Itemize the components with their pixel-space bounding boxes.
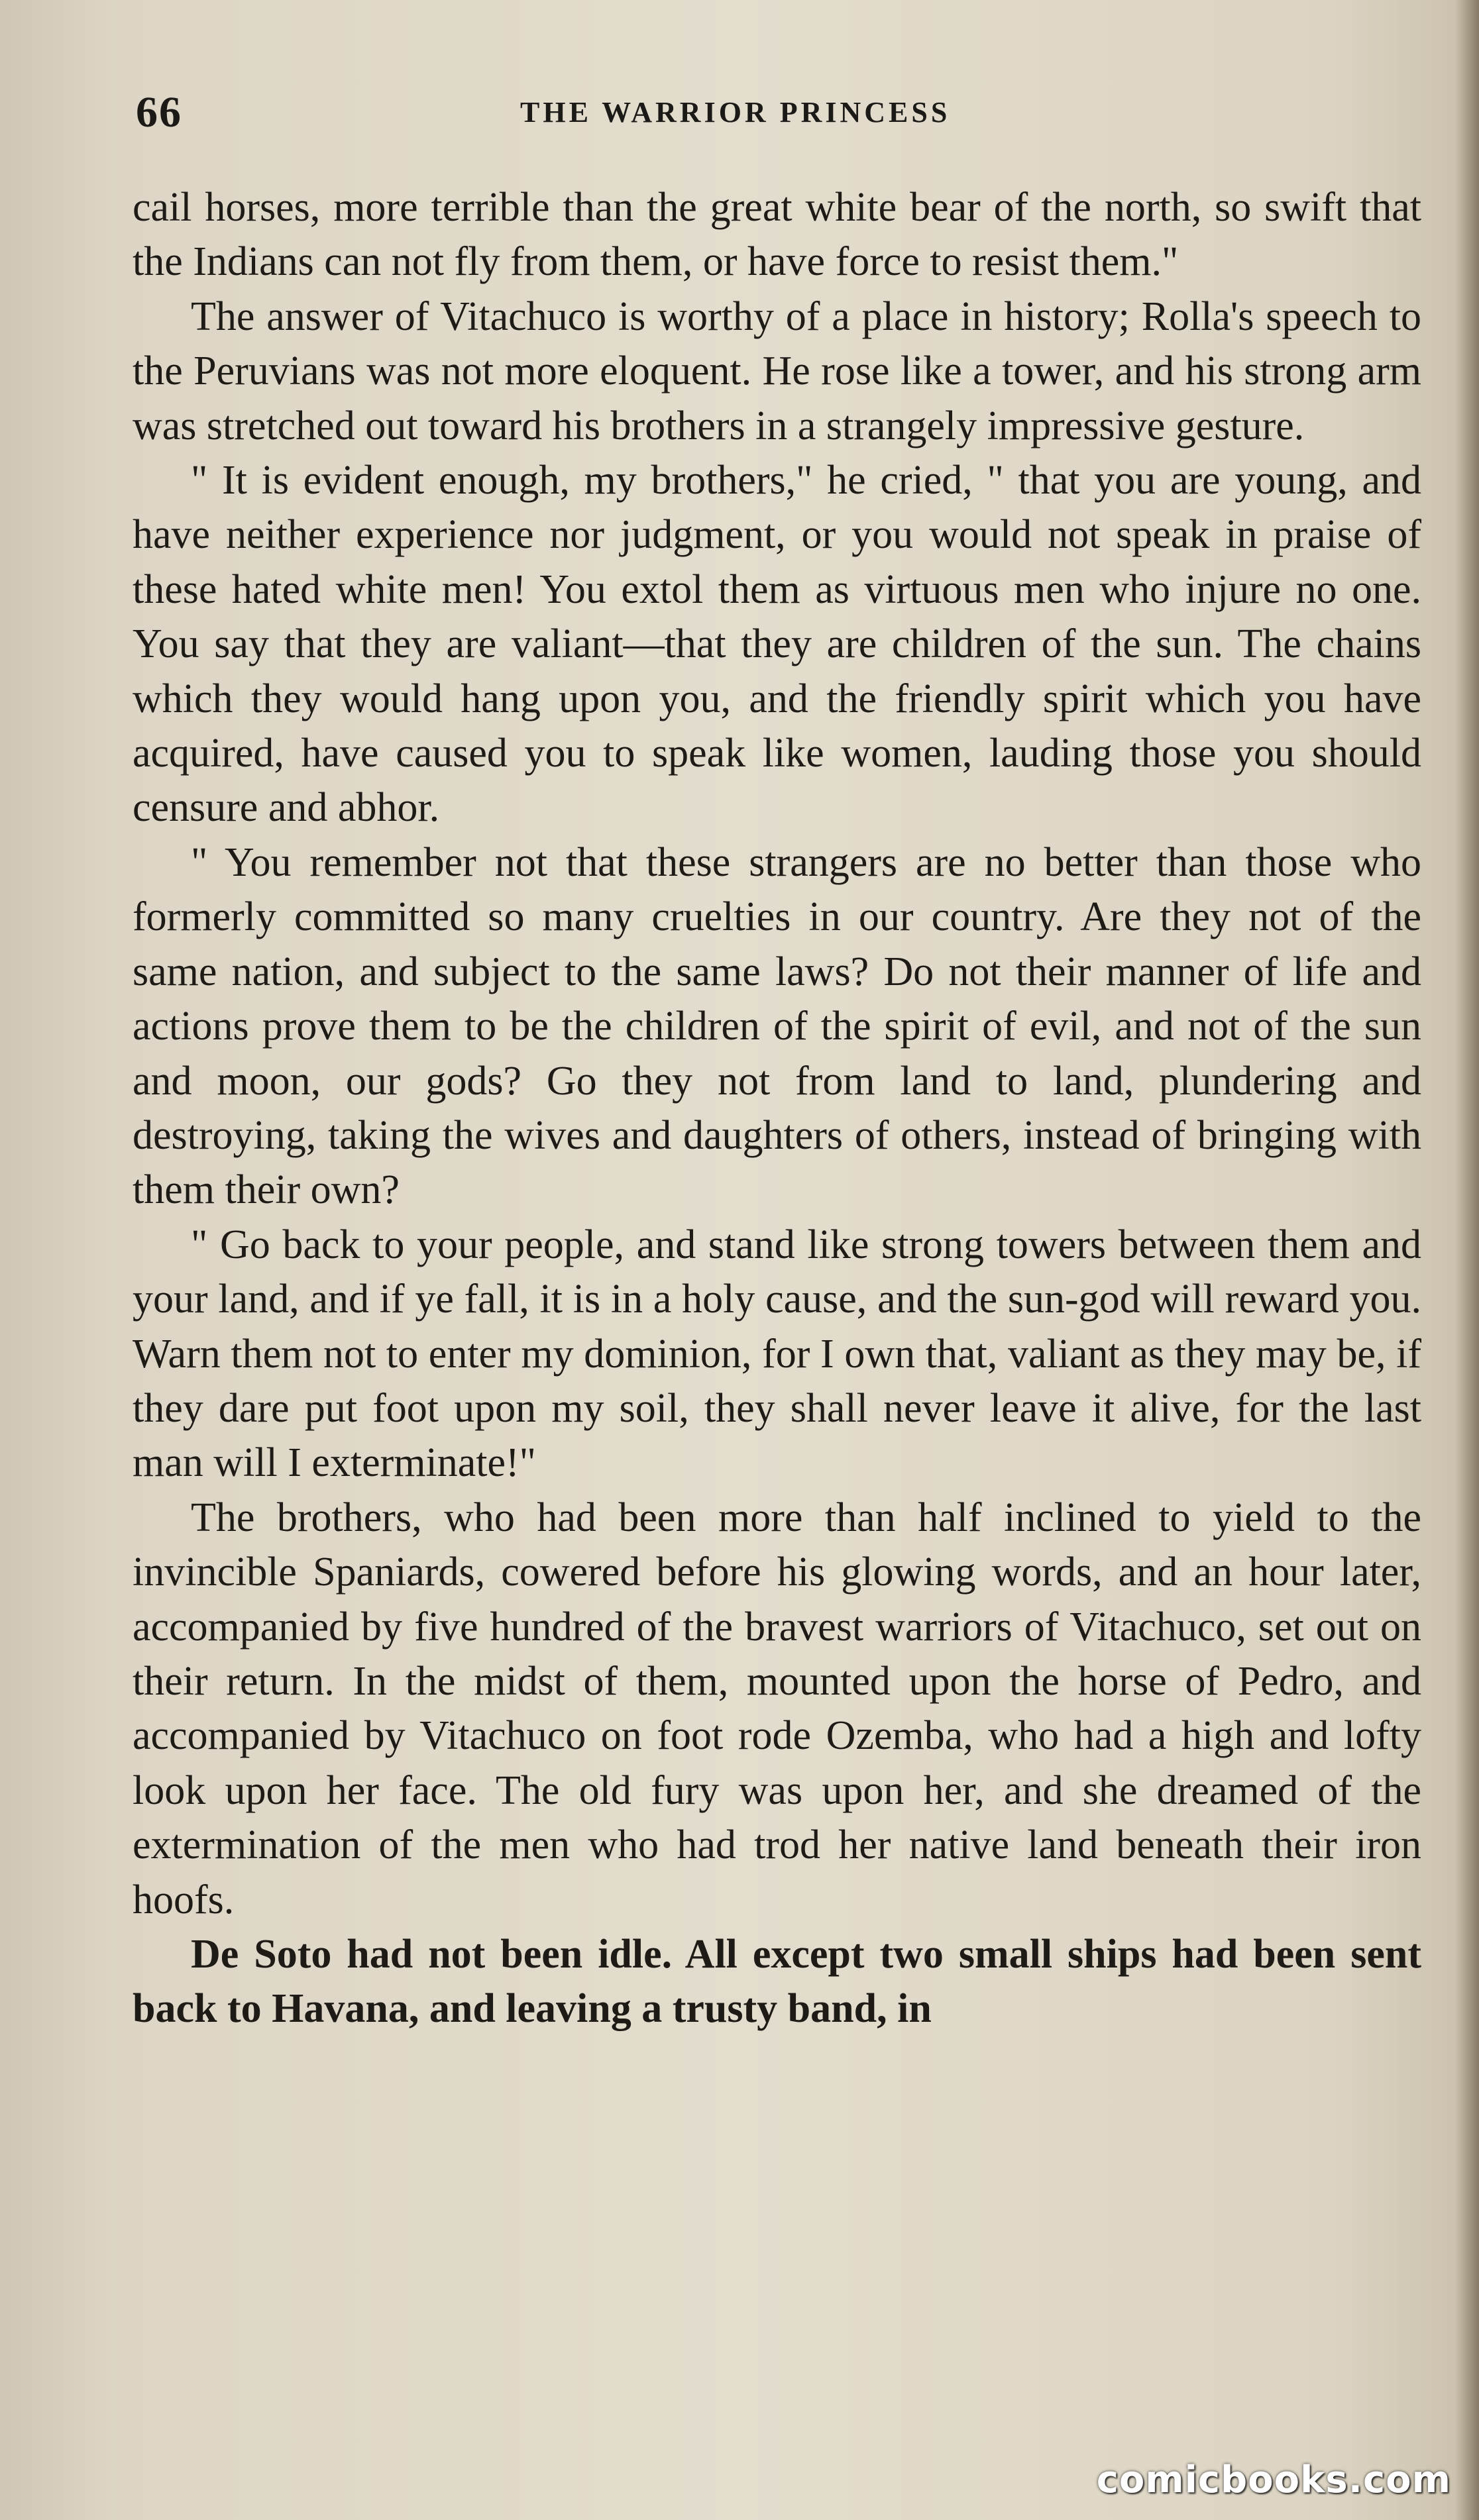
running-head: THE WARRIOR PRINCESS xyxy=(520,96,951,129)
page-edge-shadow xyxy=(1455,0,1479,2520)
paragraph: The brothers, who had been more than half inclined to yield to the invincible Spaniards, cowered before his glowing words, and an hour later, accompanied by five hundred of the bravest warriors of Vitachuco, set out on their return. In the midst of them, mounted upon the horse of Pedro, and accompanied by Vitachuco on foot rode Ozemba, who had a high and lofty look upon her face. The old fury was upon her, and she dreamed of the extermination of the men who had trod her native land beneath their iron hoofs. xyxy=(133,1495,1421,1922)
site-watermark: comicbooks.com xyxy=(1096,2458,1451,2501)
paragraph: " You remember not that these strangers are no better than those who formerly committed so many cruelties in our country. Are they not of the same nation, and subject to the same laws? Do not their manner of life and actions prove them to be the children of the spirit of evil, and not of the sun and moon, our gods? Go they not from land to land, plundering and destroying, taking the wives and daughters of others, instead of bringing with them their own? xyxy=(133,839,1421,1213)
paragraph: " Go back to your people, and stand like strong towers between them and your land, and if ye fall, it is in a holy cause, and the sun-god will reward you. Warn them not to enter my dominion, for I own that, valiant as they may be, if they dare put foot upon my soil, they shall never leave it alive, for the last man will I exterminate!" xyxy=(133,1222,1421,1486)
page-number: 66 xyxy=(136,88,182,136)
page-body xyxy=(133,180,1421,2036)
paragraph: " It is evident enough, my brothers," he cried, " that you are young, and have neither experience nor judgment, or you would not speak in praise of these hated white men! You extol them as virtuous men who injure no one. You say that they are valiant—that they are children of the sun. The chains which they would hang upon you, and the friendly spirit which you have acquired, have caused you to speak like women, lauding those you should censure and abhor. xyxy=(133,458,1421,831)
page-header xyxy=(136,87,1415,140)
paragraph: The answer of Vitachuco is worthy of a place in history; Rolla's speech to the Peruvians was not more eloquent. He rose like a tower, and his strong arm was stretched out toward his brothers in a strangely impressive gesture. xyxy=(133,293,1421,448)
paragraph: De Soto had not been idle. All except two small ships had been sent back to Havana, and leaving a trusty band, in xyxy=(133,1932,1421,2032)
paragraph: cail horses, more terrible than the great white bear of the north, so swift that the Indians can not fly from them, or have force to resist them." xyxy=(133,185,1421,285)
